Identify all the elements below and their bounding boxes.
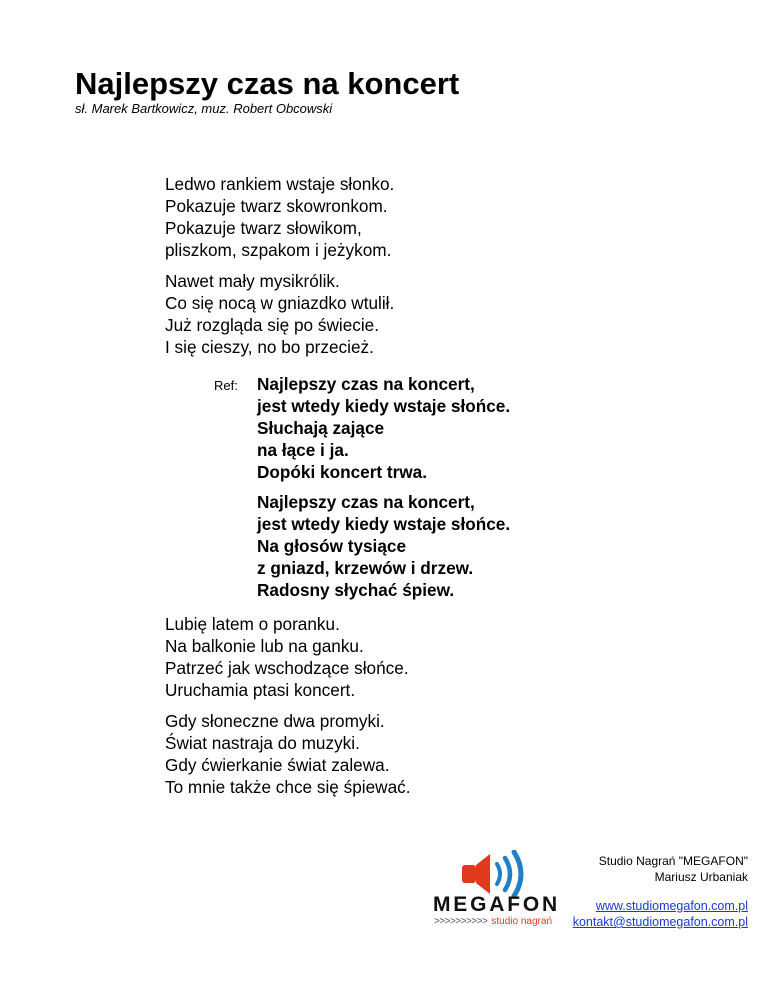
refrain-stanza-1 [257, 373, 510, 483]
verse-line: Gdy słoneczne dwa promyki. [165, 711, 385, 731]
email-link[interactable]: kontakt@studiomegafon.com.pl [572, 915, 748, 929]
refrain-label: Ref: [214, 378, 238, 393]
refrain-line: jest wtedy kiedy wstaje słońce. [257, 514, 511, 534]
logo-tagline [434, 916, 552, 928]
sound-waves-icon [497, 852, 521, 896]
verse-line: Gdy ćwierkanie świat zalewa. [165, 755, 390, 775]
refrain-stanza-2 [257, 491, 510, 601]
verse-line: Ledwo rankiem wstaje słonko. [165, 174, 395, 194]
refrain-line: Najlepszy czas na koncert, [257, 492, 475, 512]
refrain-line: Radosny słychać śpiew. [257, 580, 455, 600]
song-title: Najlepszy czas na koncert [75, 66, 460, 101]
verse-line: Już rozgląda się po świecie. [165, 315, 379, 335]
verse-line: Co się nocą w gniazdko wtulił. [165, 293, 395, 313]
logo-wordmark: MEGAFON [433, 893, 560, 916]
logo-tagline-text: studio nagrań [491, 916, 553, 927]
speaker-icon [462, 854, 490, 894]
studio-name: Studio Nagrań "MEGAFON" [598, 854, 748, 868]
verse-line: Uruchamia ptasi koncert. [165, 680, 356, 700]
verse-line: Świat nastraja do muzyki. [165, 733, 360, 753]
refrain-line: jest wtedy kiedy wstaje słońce. [257, 396, 511, 416]
website-link[interactable]: www.studiomegafon.com.pl [595, 899, 748, 913]
verse-line: Na balkonie lub na ganku. [165, 636, 364, 656]
verse-4 [165, 710, 411, 798]
studio-info [599, 853, 748, 885]
refrain-line: Najlepszy czas na koncert, [257, 374, 475, 394]
verse-2 [165, 270, 394, 358]
refrain-line: na łące i ja. [257, 440, 349, 460]
verse-line: Pokazuje twarz skowronkom. [165, 196, 388, 216]
verse-line: Pokazuje twarz słowikom, [165, 218, 362, 238]
contact-links [573, 898, 748, 930]
verse-line: Patrzeć jak wschodzące słońce. [165, 658, 409, 678]
verse-3 [165, 613, 409, 701]
refrain-line: Dopóki koncert trwa. [257, 462, 427, 482]
song-credits: sł. Marek Bartkowicz, muz. Robert Obcowski [75, 101, 333, 116]
refrain-line: z gniazd, krzewów i drzew. [257, 558, 474, 578]
verse-line: Lubię latem o poranku. [165, 614, 340, 634]
verse-line: I się cieszy, no bo przecież. [165, 337, 374, 357]
studio-owner: Mariusz Urbaniak [654, 870, 748, 884]
verse-line: To mnie także chce się śpiewać. [165, 777, 411, 797]
verse-1 [165, 173, 394, 261]
verse-line: pliszkom, szpakom i jeżykom. [165, 240, 392, 260]
verse-line: Nawet mały mysikrólik. [165, 271, 340, 291]
refrain-line: Słuchają zające [257, 418, 385, 438]
refrain-line: Na głosów tysiące [257, 536, 407, 556]
logo-arrows: >>>>>>>>>> [434, 916, 488, 927]
